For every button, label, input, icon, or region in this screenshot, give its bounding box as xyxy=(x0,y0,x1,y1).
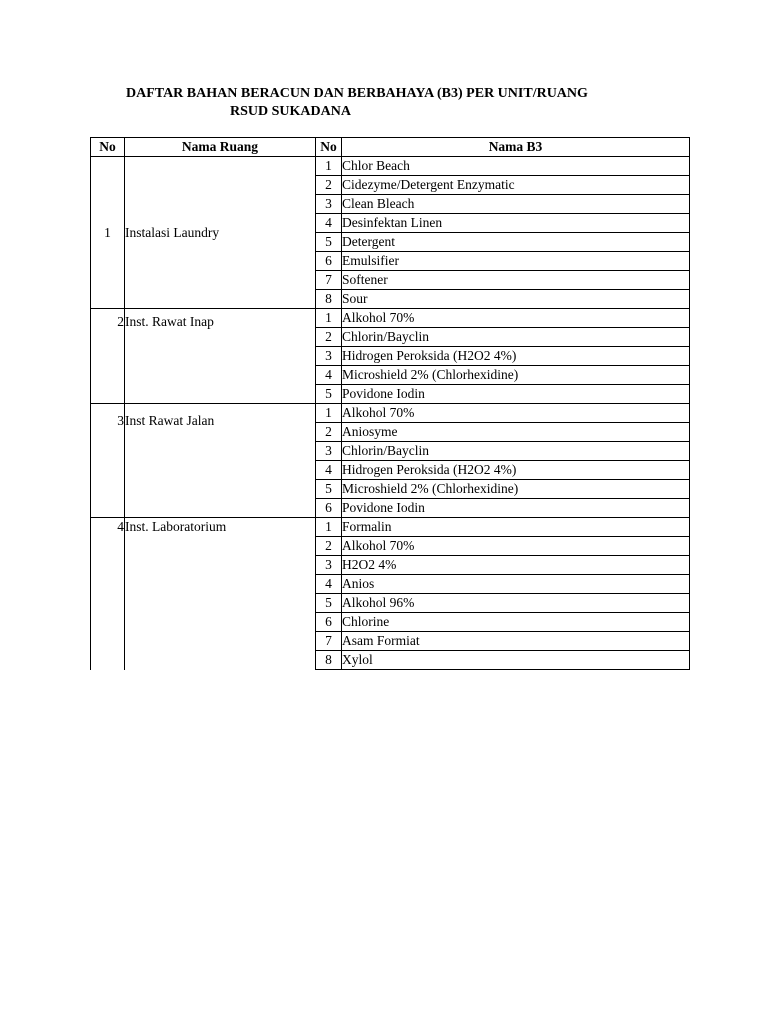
item-name: Alkohol 70% xyxy=(342,309,690,328)
item-name: Alkohol 96% xyxy=(342,594,690,613)
item-name: Povidone Iodin xyxy=(342,385,690,404)
item-number: 4 xyxy=(316,461,342,480)
item-number: 5 xyxy=(316,594,342,613)
unit-name: Inst Rawat Jalan xyxy=(125,404,316,518)
item-number: 4 xyxy=(316,366,342,385)
item-name: Aniosyme xyxy=(342,423,690,442)
item-name: Detergent xyxy=(342,233,690,252)
item-number: 4 xyxy=(316,575,342,594)
item-name: Alkohol 70% xyxy=(342,537,690,556)
table-row xyxy=(91,157,690,176)
table-header-row xyxy=(91,138,690,157)
item-number: 1 xyxy=(316,157,342,176)
unit-number: 3 xyxy=(91,404,125,518)
unit-name: Instalasi Laundry xyxy=(125,157,316,309)
item-name: Alkohol 70% xyxy=(342,404,690,423)
unit-number: 1 xyxy=(91,157,125,309)
item-name: Emulsifier xyxy=(342,252,690,271)
header-no-b3: No xyxy=(316,138,342,157)
item-number: 5 xyxy=(316,385,342,404)
unit-number: 4 xyxy=(91,518,125,670)
item-number: 7 xyxy=(316,271,342,290)
item-number: 8 xyxy=(316,651,342,670)
unit-name: Inst. Rawat Inap xyxy=(125,309,316,404)
header-no-ruang: No xyxy=(91,138,125,157)
document-title: DAFTAR BAHAN BERACUN DAN BERBAHAYA (B3) PER UNIT/RUANG xyxy=(126,86,588,101)
item-name: Clean Bleach xyxy=(342,195,690,214)
item-name: Chlor Beach xyxy=(342,157,690,176)
header-nama-b3: Nama B3 xyxy=(342,138,690,157)
item-name: Softener xyxy=(342,271,690,290)
item-number: 5 xyxy=(316,480,342,499)
item-name: Asam Formiat xyxy=(342,632,690,651)
item-name: Microshield 2% (Chlorhexidine) xyxy=(342,366,690,385)
header-nama-ruang: Nama Ruang xyxy=(125,138,316,157)
item-name: Povidone Iodin xyxy=(342,499,690,518)
item-number: 6 xyxy=(316,499,342,518)
item-name: Hidrogen Peroksida (H2O2 4%) xyxy=(342,461,690,480)
item-number: 3 xyxy=(316,556,342,575)
unit-number: 2 xyxy=(91,309,125,404)
table-row xyxy=(91,518,690,537)
item-name: Desinfektan Linen xyxy=(342,214,690,233)
item-number: 3 xyxy=(316,195,342,214)
item-name: Formalin xyxy=(342,518,690,537)
item-number: 3 xyxy=(316,442,342,461)
item-name: Hidrogen Peroksida (H2O2 4%) xyxy=(342,347,690,366)
item-name: Chlorin/Bayclin xyxy=(342,442,690,461)
item-number: 6 xyxy=(316,613,342,632)
b3-table xyxy=(90,137,690,670)
item-number: 1 xyxy=(316,309,342,328)
item-name: Cidezyme/Detergent Enzymatic xyxy=(342,176,690,195)
item-number: 2 xyxy=(316,328,342,347)
item-name: Sour xyxy=(342,290,690,309)
table-row xyxy=(91,404,690,423)
item-number: 4 xyxy=(316,214,342,233)
item-number: 5 xyxy=(316,233,342,252)
item-number: 2 xyxy=(316,537,342,556)
unit-name: Inst. Laboratorium xyxy=(125,518,316,670)
item-name: Microshield 2% (Chlorhexidine) xyxy=(342,480,690,499)
item-number: 1 xyxy=(316,518,342,537)
item-name: Anios xyxy=(342,575,690,594)
item-number: 2 xyxy=(316,423,342,442)
item-number: 6 xyxy=(316,252,342,271)
document-subtitle: RSUD SUKADANA xyxy=(230,104,351,119)
item-name: Chlorine xyxy=(342,613,690,632)
item-number: 3 xyxy=(316,347,342,366)
item-name: Xylol xyxy=(342,651,690,670)
item-name: Chlorin/Bayclin xyxy=(342,328,690,347)
item-number: 1 xyxy=(316,404,342,423)
item-number: 2 xyxy=(316,176,342,195)
item-number: 8 xyxy=(316,290,342,309)
table-row xyxy=(91,309,690,328)
item-name: H2O2 4% xyxy=(342,556,690,575)
item-number: 7 xyxy=(316,632,342,651)
